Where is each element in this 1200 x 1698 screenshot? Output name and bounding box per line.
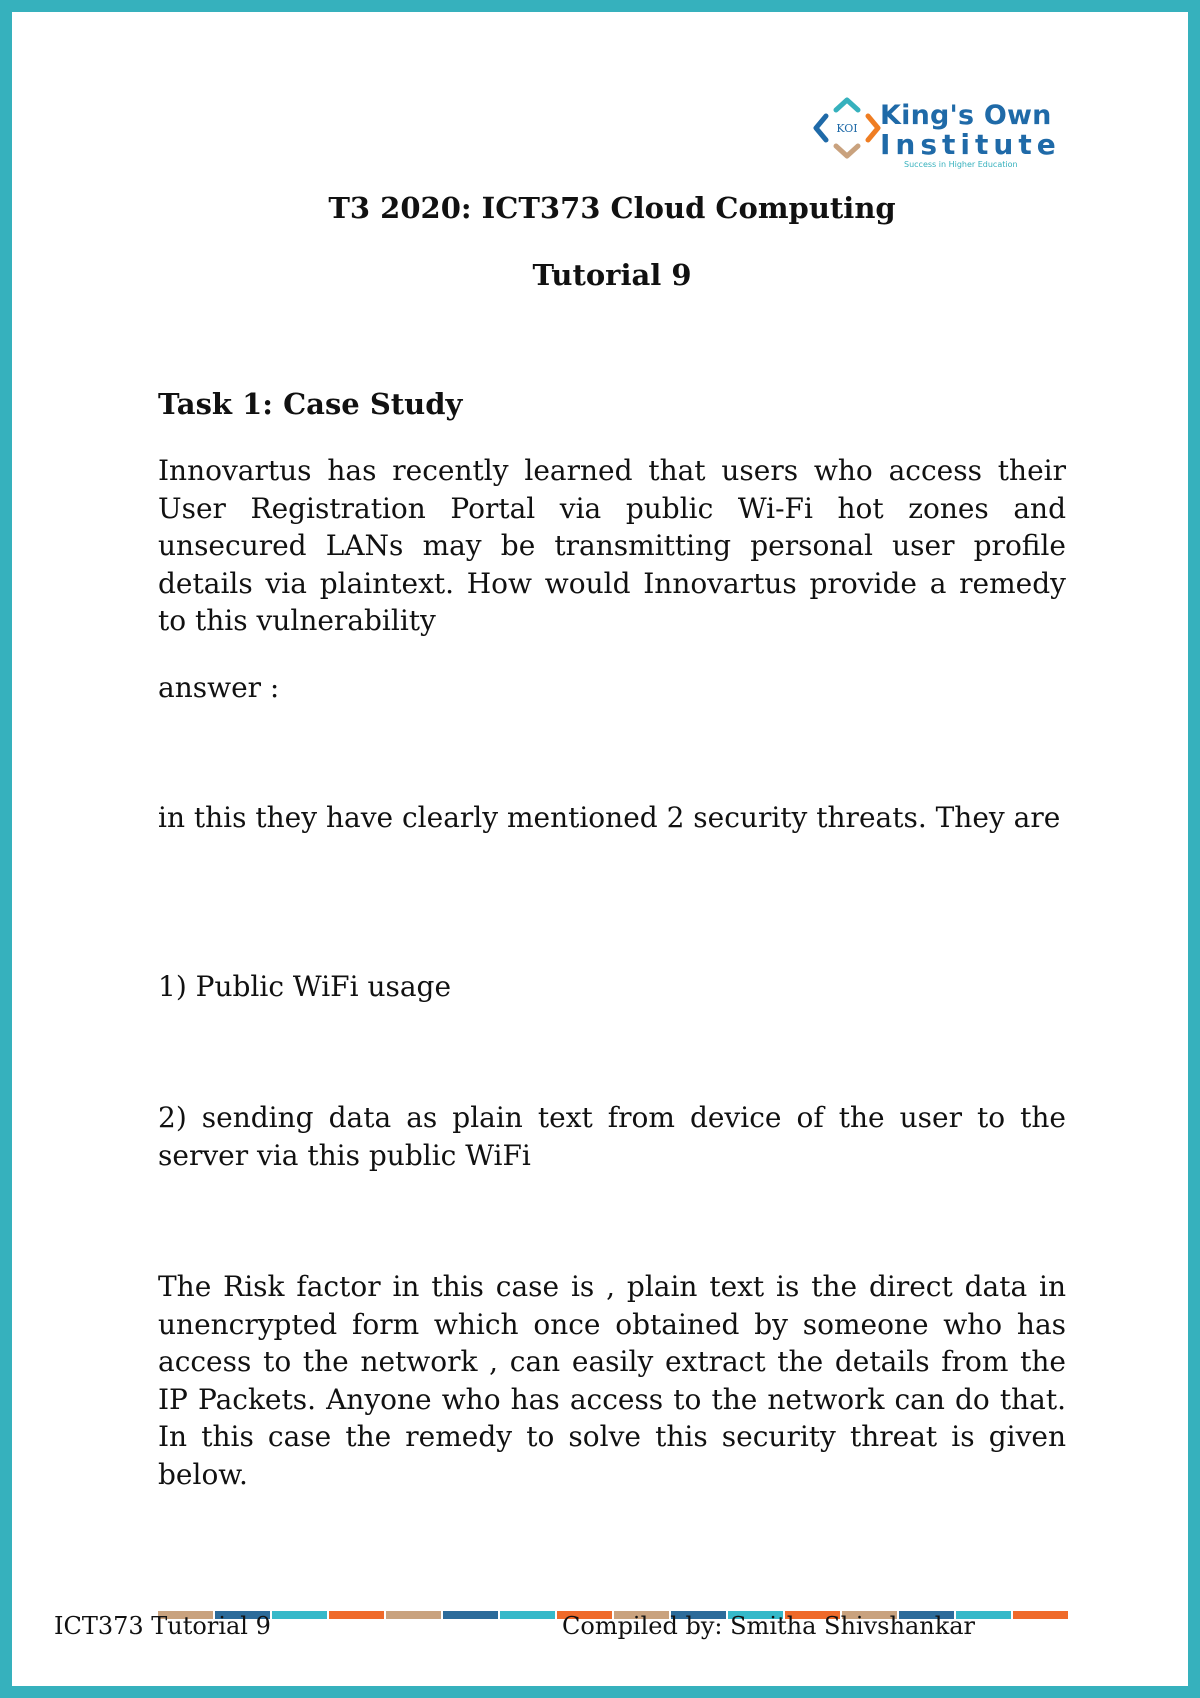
koi-monogram-text: KOI — [836, 122, 858, 135]
kings-own-institute-logo — [812, 94, 1061, 178]
logo-tagline: Success in Higher Education — [904, 160, 1018, 169]
footer-stripe-segment — [272, 1611, 327, 1619]
answer-paragraph: 2) sending data as plain text from device of the user to the server via this public WiFi — [158, 1101, 1066, 1172]
document-title: T3 2020: ICT373 Cloud Computing — [328, 191, 896, 225]
answer-paragraph: 1) Public WiFi usage — [158, 970, 452, 1003]
footer-stripe-segment — [500, 1611, 555, 1619]
task-question: Innovartus has recently learned that users who access their User Registration Portal via public Wi-Fi hot zones and unsecured LANs may be transmitting personal user profile details via plaintext. How would Innovartus provide a remedy to this vulnerability — [158, 454, 1066, 637]
answer-paragraph: in this they have clearly mentioned 2 security threats. They are — [158, 801, 1061, 834]
logo-name-line2: Institute — [880, 128, 1061, 161]
answer-paragraph: The Risk factor in this case is , plain text is the direct data in unencrypted form which once obtained by someone who has access to the network , can easily extract the details from the IP Packets. Anyone who has access to the network can do that. In this case the remedy to solve this security threat is given below. — [158, 1270, 1066, 1491]
answer-label: answer : — [158, 671, 280, 704]
footer-stripe-segment — [1013, 1611, 1068, 1619]
task-heading: Task 1: Case Study — [158, 387, 463, 421]
footer-course-label: ICT373 Tutorial 9 — [54, 1612, 271, 1640]
document-subtitle: Tutorial 9 — [532, 258, 692, 292]
koi-monogram-icon — [812, 94, 882, 164]
footer-author-label: Compiled by: Smitha Shivshankar — [562, 1612, 976, 1640]
logo-name-line1: King's Own — [880, 100, 1052, 131]
footer-stripe-segment — [386, 1611, 441, 1619]
footer-stripe-segment — [443, 1611, 498, 1619]
footer-stripe-segment — [329, 1611, 384, 1619]
